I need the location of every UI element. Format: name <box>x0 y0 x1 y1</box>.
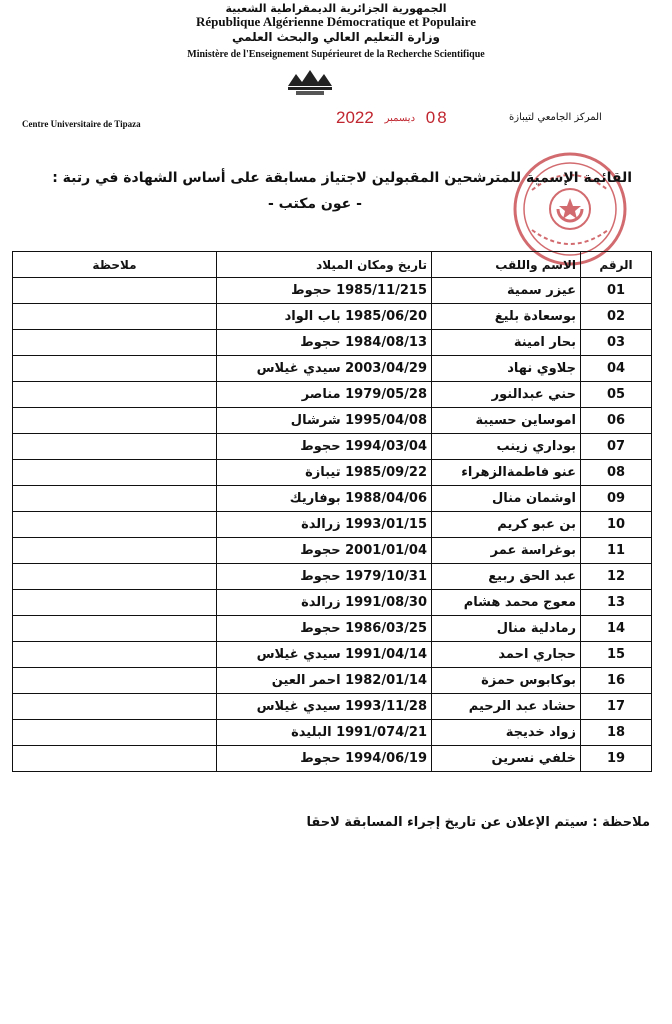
cell-name: عيزر سمية <box>432 278 581 304</box>
cell-number: 01 <box>581 278 652 304</box>
cell-note <box>13 642 217 668</box>
table-row <box>13 304 652 330</box>
cell-name: جلاوي نهاد <box>432 356 581 382</box>
table-header-row <box>13 252 652 278</box>
cell-birth: 1988/04/06 بوفاريك <box>217 486 432 512</box>
cell-number: 07 <box>581 434 652 460</box>
table-row <box>13 668 652 694</box>
table-row <box>13 590 652 616</box>
cell-name: اوشمان منال <box>432 486 581 512</box>
cell-name: حجاري احمد <box>432 642 581 668</box>
cell-name: خلفي نسرين <box>432 746 581 772</box>
cell-number: 18 <box>581 720 652 746</box>
cell-note <box>13 616 217 642</box>
cell-birth: 1982/01/14 احمر العين <box>217 668 432 694</box>
cell-number: 03 <box>581 330 652 356</box>
republic-title-fr: République Algérienne Démocratique et Populaire <box>196 14 476 29</box>
date-year: 2022 <box>336 108 374 127</box>
cell-birth: 1985/11/215 حجوط <box>217 278 432 304</box>
cell-name: بن عبو كريم <box>432 512 581 538</box>
header-number: الرقم <box>581 252 652 278</box>
cell-number: 09 <box>581 486 652 512</box>
header-birth: تاريخ ومكان الميلاد <box>217 252 432 278</box>
table-row <box>13 460 652 486</box>
footer-note: ملاحظة : سيتم الإعلان عن تاريخ إجراء المسابقة لاحقا <box>306 815 650 830</box>
rank-name: - عون مكتب - <box>268 196 362 212</box>
cell-number: 05 <box>581 382 652 408</box>
cell-birth: 1994/03/04 حجوط <box>217 434 432 460</box>
cell-note <box>13 512 217 538</box>
table-row <box>13 564 652 590</box>
cell-birth: 1991/04/14 سيدي غيلاس <box>217 642 432 668</box>
cell-name: حني عبدالنور <box>432 382 581 408</box>
table-row <box>13 356 652 382</box>
cell-birth: 1985/09/22 تيبازة <box>217 460 432 486</box>
cell-number: 15 <box>581 642 652 668</box>
cell-number: 04 <box>581 356 652 382</box>
table-row <box>13 408 652 434</box>
cell-birth: 1995/04/08 شرشال <box>217 408 432 434</box>
candidates-table <box>12 251 652 772</box>
cell-note <box>13 564 217 590</box>
cell-note <box>13 668 217 694</box>
cell-birth: 1979/05/28 مناصر <box>217 382 432 408</box>
table-row <box>13 642 652 668</box>
date-day: 08 <box>425 108 449 127</box>
cell-name: بوسعادة بليغ <box>432 304 581 330</box>
cell-note <box>13 408 217 434</box>
cell-note <box>13 720 217 746</box>
table-row <box>13 746 652 772</box>
cell-birth: 1993/01/15 زرالدة <box>217 512 432 538</box>
cell-name: بوداري زينب <box>432 434 581 460</box>
cell-number: 12 <box>581 564 652 590</box>
cell-note <box>13 460 217 486</box>
cell-note <box>13 304 217 330</box>
table-row <box>13 382 652 408</box>
cell-note <box>13 434 217 460</box>
cell-number: 17 <box>581 694 652 720</box>
cell-name: زواد خديجة <box>432 720 581 746</box>
centre-name-ar: المركز الجامعي لتيبازة <box>509 112 602 123</box>
cell-note <box>13 590 217 616</box>
cell-number: 02 <box>581 304 652 330</box>
cell-name: رمادلية منال <box>432 616 581 642</box>
cell-number: 16 <box>581 668 652 694</box>
table-row <box>13 434 652 460</box>
cell-birth: 2003/04/29 سيدي غيلاس <box>217 356 432 382</box>
cell-name: بوكابوس حمزة <box>432 668 581 694</box>
cell-number: 08 <box>581 460 652 486</box>
ministry-title-fr: Ministère de l'Enseignement Supérieuret de la Recherche Scientifique <box>187 49 485 60</box>
table-row <box>13 694 652 720</box>
cell-note <box>13 278 217 304</box>
cell-note <box>13 538 217 564</box>
table-row <box>13 512 652 538</box>
cell-name: عبد الحق ربيع <box>432 564 581 590</box>
cell-name: اموساين حسيبة <box>432 408 581 434</box>
cell-number: 13 <box>581 590 652 616</box>
table-row <box>13 538 652 564</box>
cell-birth: 1985/06/20 باب الواد <box>217 304 432 330</box>
table-row <box>13 278 652 304</box>
cell-note <box>13 356 217 382</box>
table-row <box>13 720 652 746</box>
cell-number: 06 <box>581 408 652 434</box>
table-row <box>13 330 652 356</box>
ministry-title-ar: وزارة التعليم العالي والبحث العلمي <box>231 30 441 44</box>
cell-birth: 1991/074/21 البليدة <box>217 720 432 746</box>
cell-number: 19 <box>581 746 652 772</box>
cell-birth: 1991/08/30 زرالدة <box>217 590 432 616</box>
cell-number: 14 <box>581 616 652 642</box>
header-note: ملاحظة <box>13 252 217 278</box>
cell-name: حشاد عبد الرحيم <box>432 694 581 720</box>
cell-birth: 2001/01/04 حجوط <box>217 538 432 564</box>
cell-number: 10 <box>581 512 652 538</box>
cell-birth: 1986/03/25 حجوط <box>217 616 432 642</box>
cell-name: بحار امينة <box>432 330 581 356</box>
cell-note <box>13 330 217 356</box>
cell-note <box>13 746 217 772</box>
cell-number: 11 <box>581 538 652 564</box>
document-title: القائمة الإسمية للمترشحين المقبولين لاجتياز مسابقة على أساس الشهادة في رتبة : <box>52 170 632 186</box>
cell-note <box>13 382 217 408</box>
cell-birth: 1993/11/28 سيدي غيلاس <box>217 694 432 720</box>
university-logo-icon <box>282 64 338 96</box>
cell-note <box>13 694 217 720</box>
republic-title-ar: الجمهورية الجزائرية الديمقراطية الشعبية <box>225 2 447 15</box>
document-date <box>336 108 449 128</box>
cell-birth: 1984/08/13 حجوط <box>217 330 432 356</box>
cell-name: معوج محمد هشام <box>432 590 581 616</box>
table-row <box>13 486 652 512</box>
centre-name-fr: Centre Universitaire de Tipaza <box>22 119 141 129</box>
cell-name: عنو فاطمةالزهراء <box>432 460 581 486</box>
table-row <box>13 616 652 642</box>
cell-birth: 1979/10/31 حجوط <box>217 564 432 590</box>
date-month: ديسمبر <box>384 113 416 125</box>
cell-name: بوغراسة عمر <box>432 538 581 564</box>
cell-birth: 1994/06/19 حجوط <box>217 746 432 772</box>
header-name: الاسم واللقب <box>432 252 581 278</box>
cell-note <box>13 486 217 512</box>
